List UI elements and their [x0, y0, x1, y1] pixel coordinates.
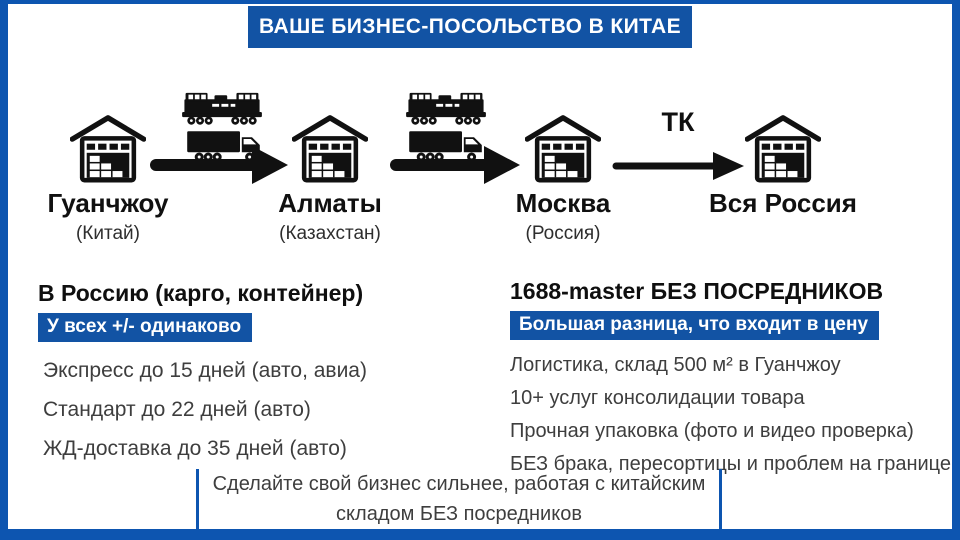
page-title: ВАШЕ БИЗНЕС-ПОСОЛЬСТВО В КИТАЕ — [259, 15, 681, 38]
master-service-panel — [510, 278, 950, 481]
footer-quote-text: Сделайте свой бизнес сильнее, работая с китайским складом БЕЗ посредников — [212, 473, 706, 525]
panel-heading: В Россию (карго, контейнер) — [38, 280, 364, 306]
panel-badge: Большая разница, что входит в цену — [510, 311, 879, 340]
panel-item-list — [38, 351, 478, 468]
city-label: Москва — [515, 188, 611, 218]
list-item: БЕЗ брака, пересортицы и проблем на границе — [510, 453, 952, 475]
warehouse-icon — [525, 113, 601, 185]
warehouse-icon — [292, 113, 368, 185]
footer-quote — [196, 469, 722, 529]
train-icon — [402, 90, 490, 127]
list-item: Стандарт до 22 дней (авто) — [43, 398, 311, 421]
list-item: Логистика, склад 500 м² в Гуанчжоу — [510, 354, 841, 376]
panel-badge: У всех +/- одинаково — [38, 313, 252, 342]
logistics-flow-diagram — [0, 85, 960, 265]
cargo-comparison-panel — [38, 280, 478, 468]
panel-heading: 1688-master БЕЗ ПОСРЕДНИКОВ — [510, 278, 884, 304]
country-label: (Россия) — [525, 223, 601, 244]
warehouse-icon — [745, 113, 821, 185]
panel-item-list — [510, 349, 950, 481]
country-label: (Казахстан) — [279, 223, 381, 244]
list-item: Экспресс до 15 дней (авто, авиа) — [43, 359, 367, 382]
list-item: ЖД-доставка до 35 дней (авто) — [43, 437, 347, 460]
list-item: 10+ услуг консолидации товара — [510, 387, 805, 409]
country-label: (Китай) — [75, 223, 140, 244]
title-banner — [248, 6, 692, 48]
list-item: Прочная упаковка (фото и видео проверка) — [510, 420, 914, 442]
tk-carrier-label: ТК — [661, 107, 695, 137]
city-label: Алматы — [278, 188, 382, 218]
flow-node-all-russia — [698, 113, 868, 223]
warehouse-icon — [70, 113, 146, 185]
city-label: Вся Россия — [709, 188, 857, 218]
city-label: Гуанчжоу — [47, 188, 169, 218]
